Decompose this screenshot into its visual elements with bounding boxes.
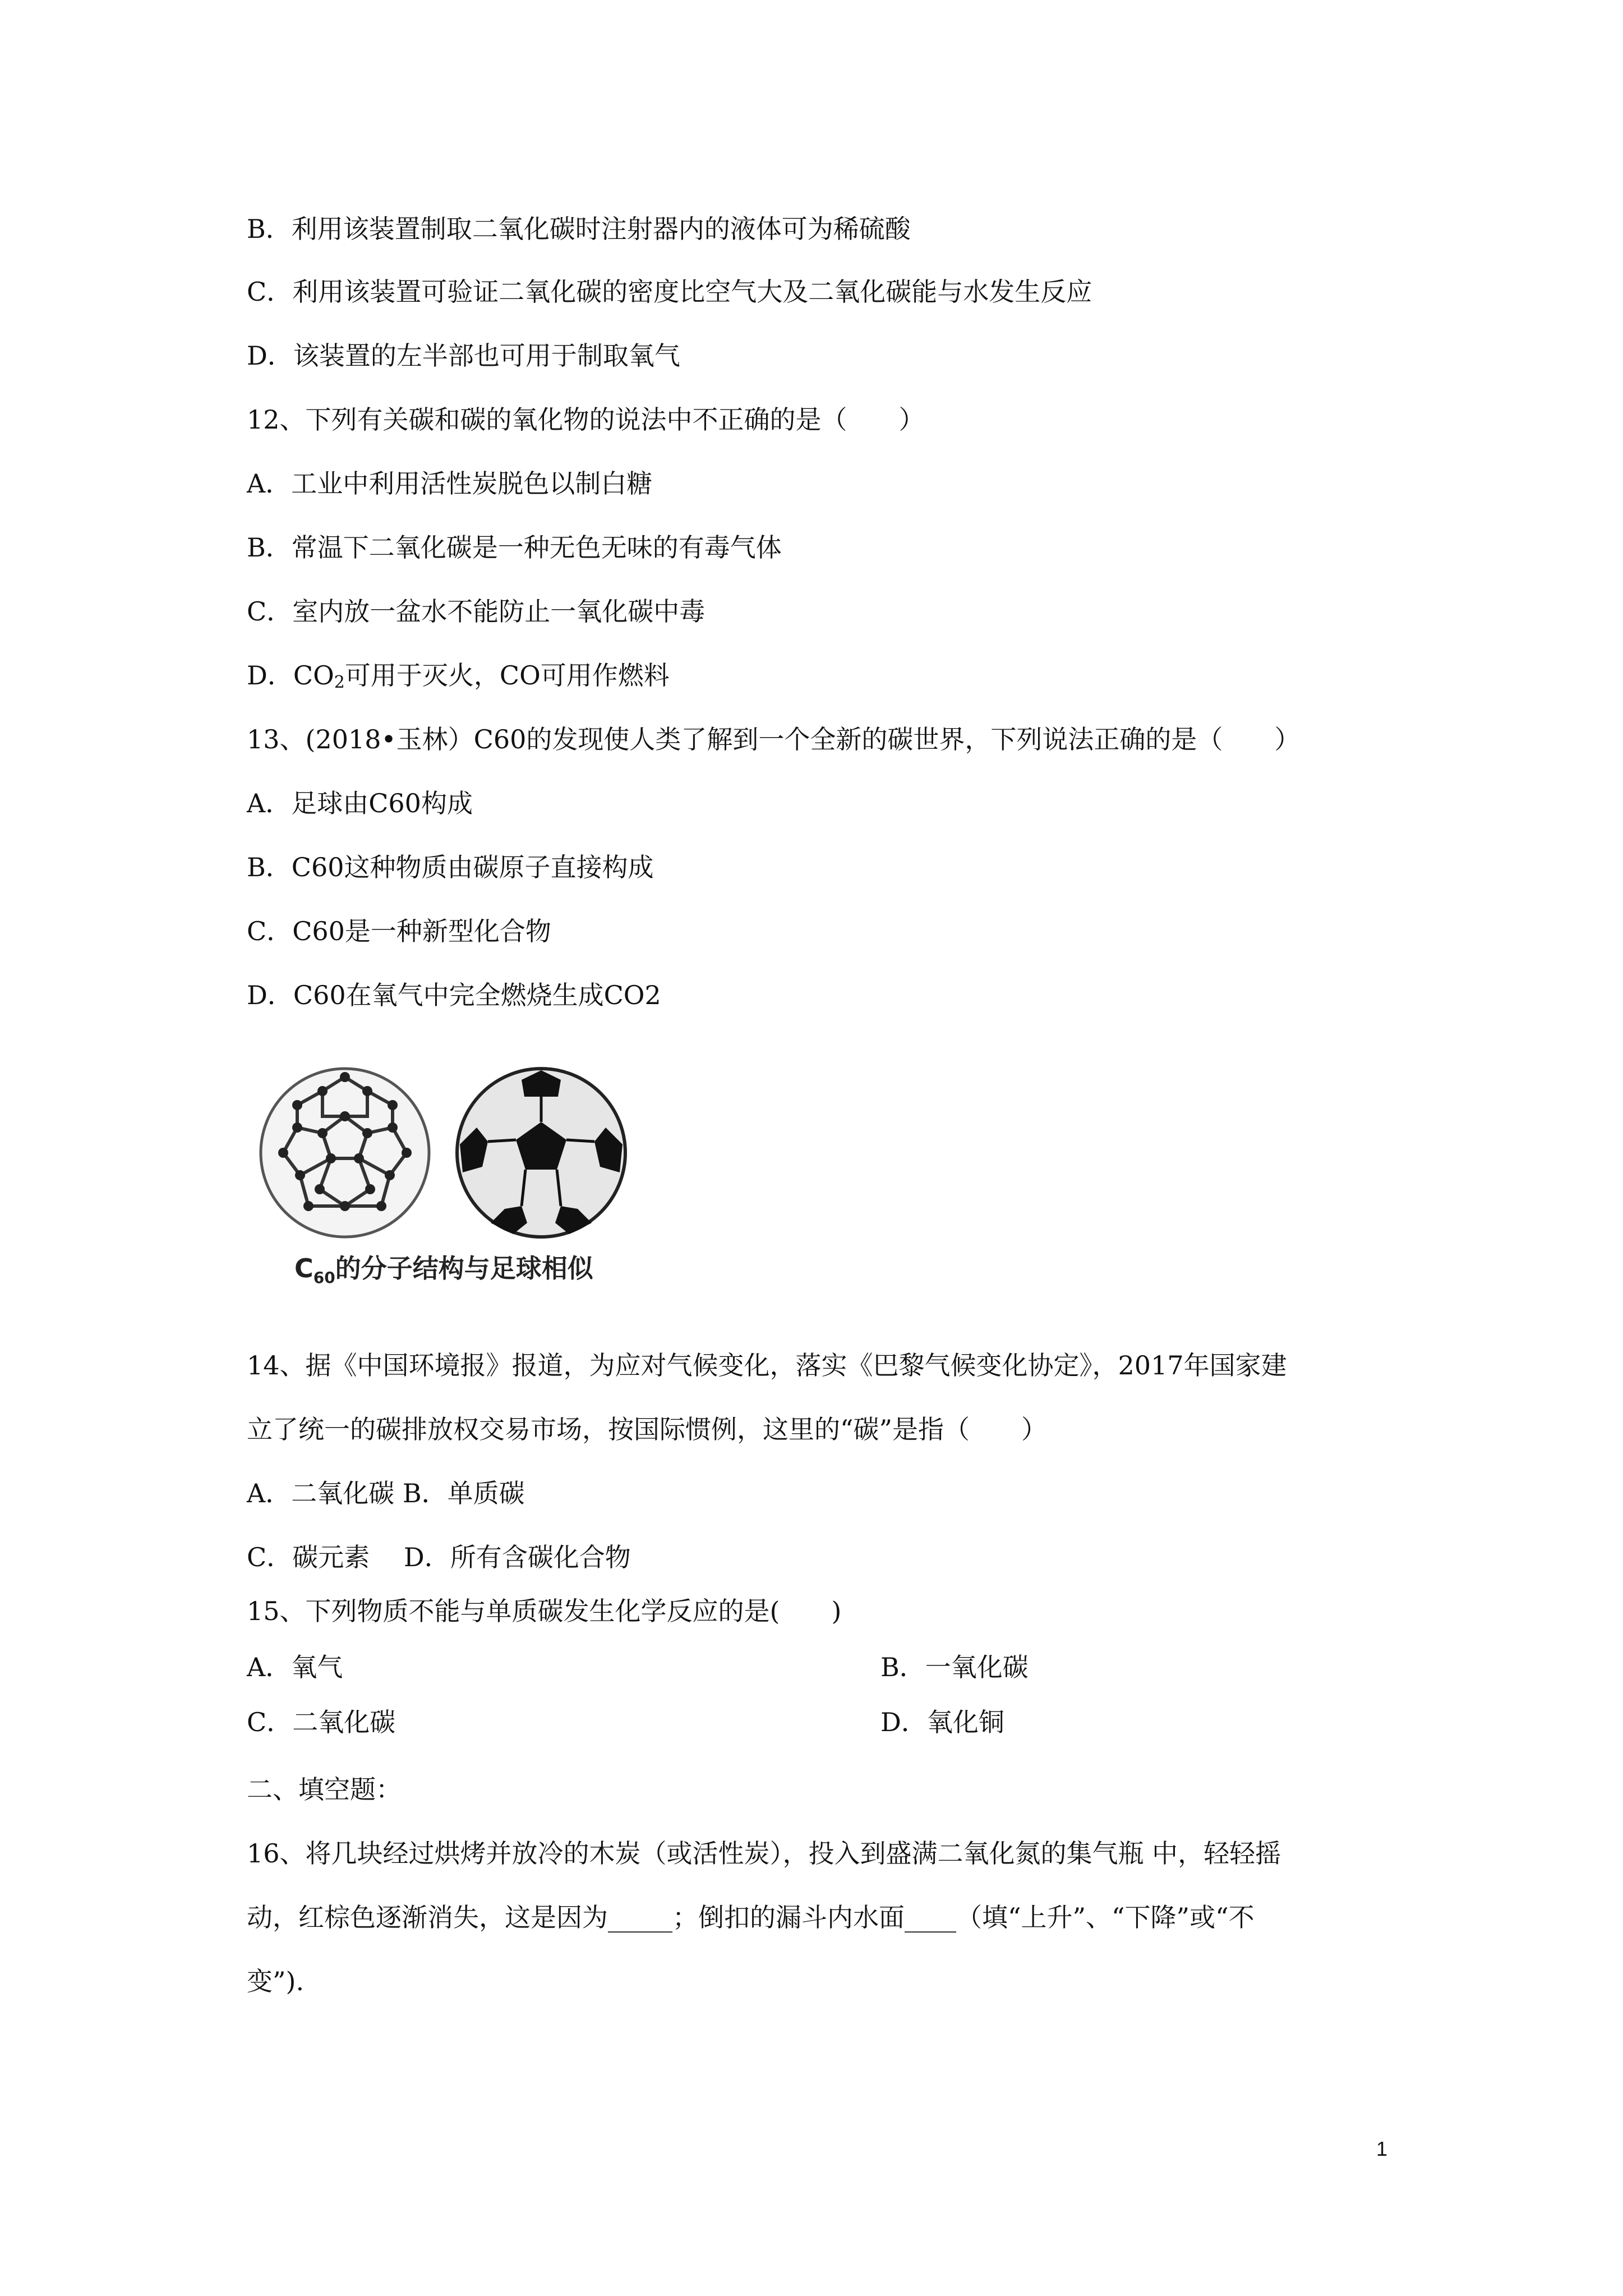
figure-caption: $C_{60}$的分子结构与足球相似 (294, 1253, 593, 1287)
c60-molecule-image (261, 1069, 429, 1237)
q12-option-b: B．常温下二氧化碳是一种无色无味的有毒气体 (247, 532, 782, 563)
c60-illustration (255, 1055, 637, 1245)
section-heading-fill-in: 二、填空题： (247, 1774, 402, 1805)
q16-line1: 16、将几块经过烘烤并放冷的木炭（或活性炭），投入到盛满二氧化氮的集气瓶 中，轻轻摇 (247, 1838, 1281, 1869)
q11-option-b: B．利用该装置制取二氧化碳时注射器内的液体可为稀硫酸 (247, 214, 911, 244)
q14-options-ab: A．二氧化碳 B．单质碳 (247, 1478, 525, 1508)
q16-line3: 变”). (247, 1966, 305, 1996)
soccer-ball-image (457, 1069, 625, 1237)
q15-option-d: D．氧化铜 (880, 1707, 1004, 1737)
q16-line2: 动，红棕色逐渐消失，这是因为_____；倒扣的漏斗内水面____（填“上升”、“下降”或“不 (247, 1902, 1255, 1932)
q14-stem-line2: 立了统一的碳排放权交易市场，按国际惯例，这里的“碳”是指（ ） (247, 1414, 1048, 1444)
q15-option-a: A．氧气 (247, 1652, 343, 1682)
c60-figure (255, 1055, 637, 1301)
q13-option-c: C．C60是一种新型化合物 (247, 916, 551, 946)
q15-option-c: C．二氧化碳 (247, 1707, 396, 1737)
q14-stem-line1: 14、据《中国环境报》报道，为应对气候变化，落实《巴黎气候变化协定》，2017年国家建 (247, 1350, 1287, 1381)
page-number: 1 (1376, 2137, 1387, 2160)
q13-stem: 13、(2018•玉林）C60的发现使人类了解到一个全新的碳世界，下列说法正确的是（ ） (247, 724, 1301, 754)
q13-option-d: D．C60在氧气中完全燃烧生成CO2 (247, 980, 661, 1010)
q11-option-c: C．利用该装置可验证二氧化碳的密度比空气大及二氧化碳能与水发生反应 (247, 277, 1092, 307)
q12-option-a: A．工业中利用活性炭脱色以制白糖 (247, 468, 653, 499)
q12-option-d: D．$CO_2$可用于灭火，CO可用作燃料 (247, 660, 670, 692)
q12-stem: 12、下列有关碳和碳的氧化物的说法中不正确的是（ ） (247, 404, 925, 435)
q15-option-b: B．一氧化碳 (880, 1652, 1029, 1682)
q15-stem: 15、下列物质不能与单质碳发生化学反应的是( ) (247, 1596, 842, 1626)
q12-option-c: C．室内放一盆水不能防止一氧化碳中毒 (247, 596, 706, 627)
q13-option-a: A．足球由C60构成 (247, 788, 473, 818)
q13-option-b: B．C60这种物质由碳原子直接构成 (247, 852, 654, 882)
q11-option-d: D．该装置的左半部也可用于制取氧气 (247, 341, 680, 371)
q14-options-cd: C．碳元素 D．所有含碳化合物 (247, 1542, 631, 1572)
